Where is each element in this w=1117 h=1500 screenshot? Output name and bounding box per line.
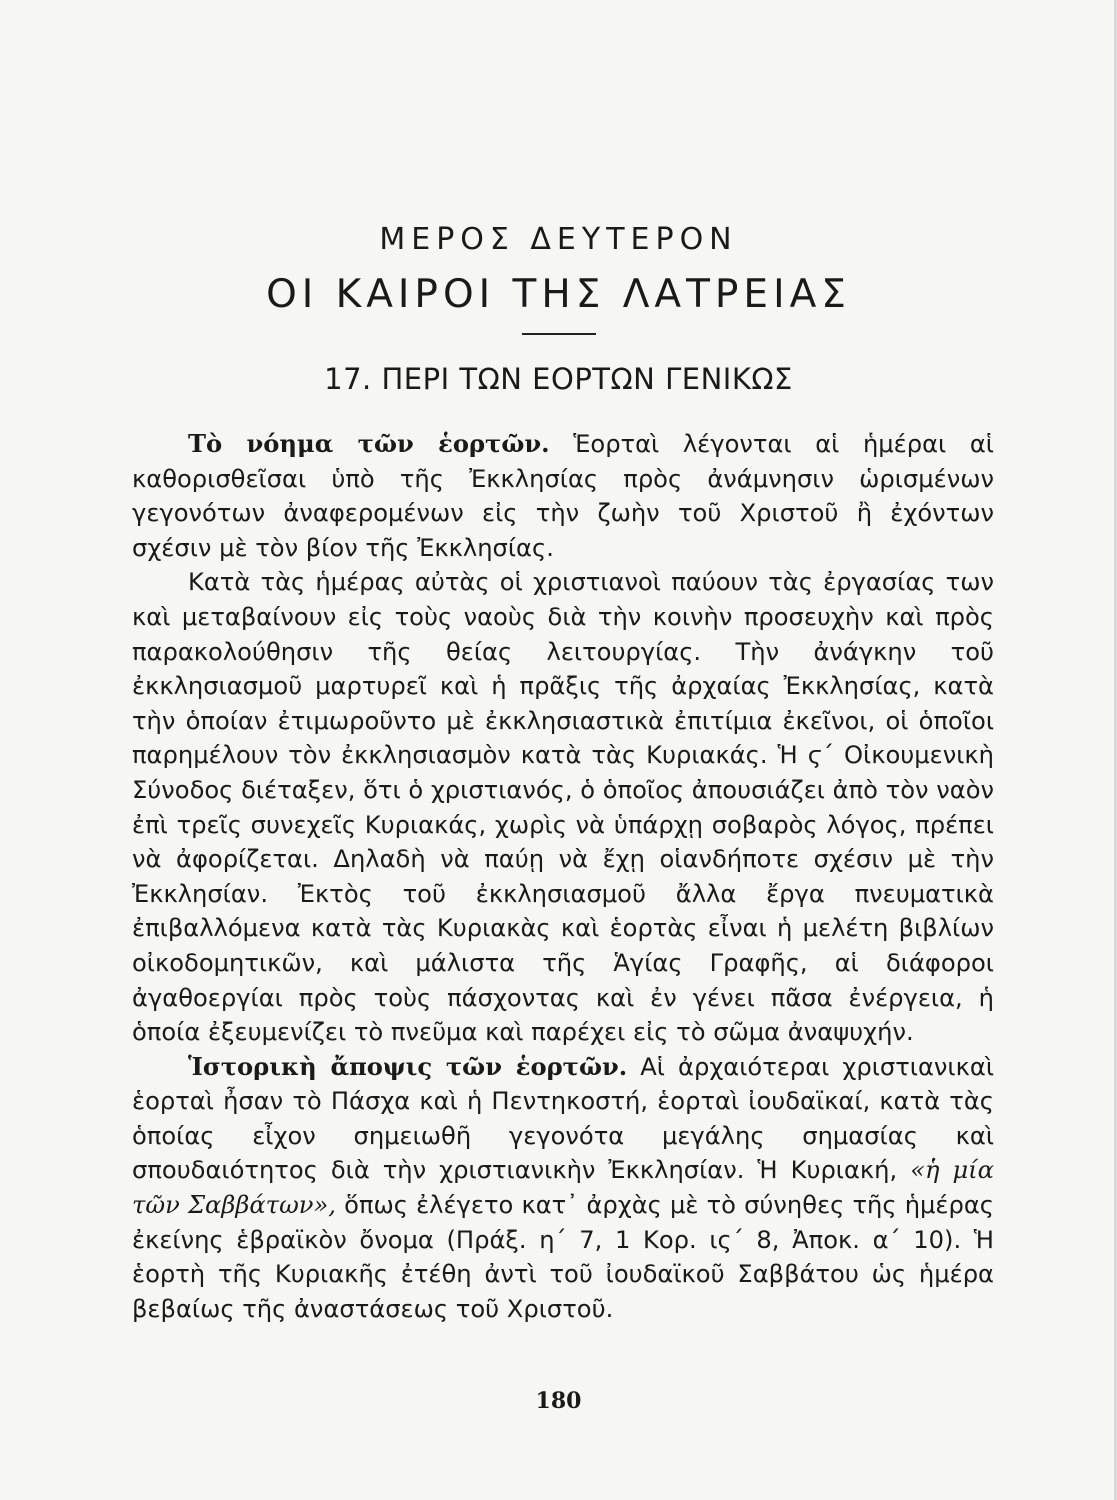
paragraph-text: Αἱ ἀρχαιότεραι χριστιανικαὶ ἑορταὶ ἦσαν τὸ Πάσχα καὶ ἡ Πεντηκοστή, ἑορταὶ ἰουδαϊκαί, κατὰ τὰς ὁποίας εἶχον σημειωθῆ γεγονότα μεγάλης σημασίας καὶ σπουδαιότητος διὰ τὴν χριστιανικὴν Ἐκκλησίαν. Ἡ Κυριακή, [132,1052,994,1185]
paragraph-history-of-feasts [132,1050,994,1327]
main-title: ΟΙ ΚΑΙΡΟΙ ΤΗΣ ΛΑΤΡΕΙΑΣ [266,272,851,317]
page-number: 180 [535,1388,582,1414]
paragraph-heading: Τὸ νόημα τῶν ἑορτῶν. [188,429,550,458]
paragraph-text: Κατὰ τὰς ἡμέρας αὐτὰς οἱ χριστιανοὶ παύουν τὰς ἐργασίας των καὶ μεταβαίνουν εἰς τοὺς ναοὺς διὰ τὴν κοινὴν προσευχὴν καὶ πρὸς παρακολούθησιν τῆς θείας λειτουργίας. Τὴν ἀνάγκην τοῦ ἐκκλησιασμοῦ μαρτυρεῖ καὶ ἡ πρᾶξις τῆς ἀρχαίας Ἐκκλησίας, κατὰ τὴν ὁποίαν ἐτιμωροῦντο μὲ ἐκκλησιαστικὰ ἐπιτίμια ἐκεῖνοι, οἱ ὁποῖοι παρημέλουν τὸν ἐκκλησιασμὸν κατὰ τὰς Κυριακάς. Ἡ ϛ´ Οἰκουμενικὴ Σύνοδος διέταξεν, ὅτι ὁ χριστιανός, ὁ ὁποῖος ἀπουσιάζει ἀπὸ τὸν ναὸν ἐπὶ τρεῖς συνεχεῖς Κυριακάς, χωρὶς νὰ ὑπάρχῃ σοβαρὸς λόγος, πρέπει νὰ ἀφορίζεται. Δηλαδὴ νὰ παύῃ νὰ ἔχῃ οἱανδήποτε σχέσιν μὲ τὴν Ἐκκλησίαν. Ἐκτὸς τοῦ ἐκκλησιασμοῦ ἄλλα ἔργα πνευματικὰ ἐπιβαλλόμενα κατὰ τὰς Κυριακὰς καὶ ἑορτὰς εἶναι ἡ μελέτη βιβλίων οἰκοδομητικῶν, καὶ μάλιστα τῆς Ἁγίας Γραφῆς, αἱ διάφοροι ἀγαθοεργίαι πρὸς τοὺς πάσχοντας καὶ ἐν γένει πᾶσα ἐνέργεια, ἡ ὁποία ἐξευμενίζει τὸ πνεῦμα καὶ παρέχει εἰς τὸ σῶμα ἀναψυχήν. [132,568,994,1047]
paragraph-meaning-of-feasts [132,427,994,565]
paragraph-text: Ἑορταὶ λέγονται αἱ ἡμέραι αἱ καθορισθεῖσαι ὑπὸ τῆς Ἐκκλησίας πρὸς ἀνάμνησιν ὡρισμένων γεγονότων ἀναφερομένων εἰς τὴν ζωὴν τοῦ Χριστοῦ ἢ ἐχόντων σχέσιν μὲ τὸν βίον τῆς Ἐκκλησίας. [132,430,994,562]
chapter-title: 17. ΠΕΡΙ ΤΩΝ ΕΟΡΤΩΝ ΓΕΝΙΚΩΣ [324,362,793,396]
paragraph-text: ὅπως ἐλέγετο κατ᾽ ἀρχὰς μὲ τὸ σύνηθες τῆς ἡμέρας ἐκείνης ἑβραϊκὸν ὄνομα (Πράξ. η´ 7, 1 Κορ. ις´ 8, Ἀποκ. α´ 10). Ἡ ἑορτὴ τῆς Κυριακῆς ἐτέθη ἀντὶ τοῦ ἰουδαϊκοῦ Σαββάτου ὡς ἡμέρα βεβαίως τῆς ἀναστάσεως τοῦ Χριστοῦ. [132,1191,994,1323]
paragraph-heading: Ἱστορικὴ ἄποψις τῶν ἑορτῶν. [188,1051,628,1081]
part-title: ΜΕΡΟΣ ΔΕΥΤΕΡΟΝ [379,222,738,257]
body-text [132,427,994,1326]
paragraph-church-attendance [132,565,994,1049]
italic-quotation: «ἡ μία τῶν Σαββάτων», [132,1156,994,1220]
title-divider [522,333,596,335]
